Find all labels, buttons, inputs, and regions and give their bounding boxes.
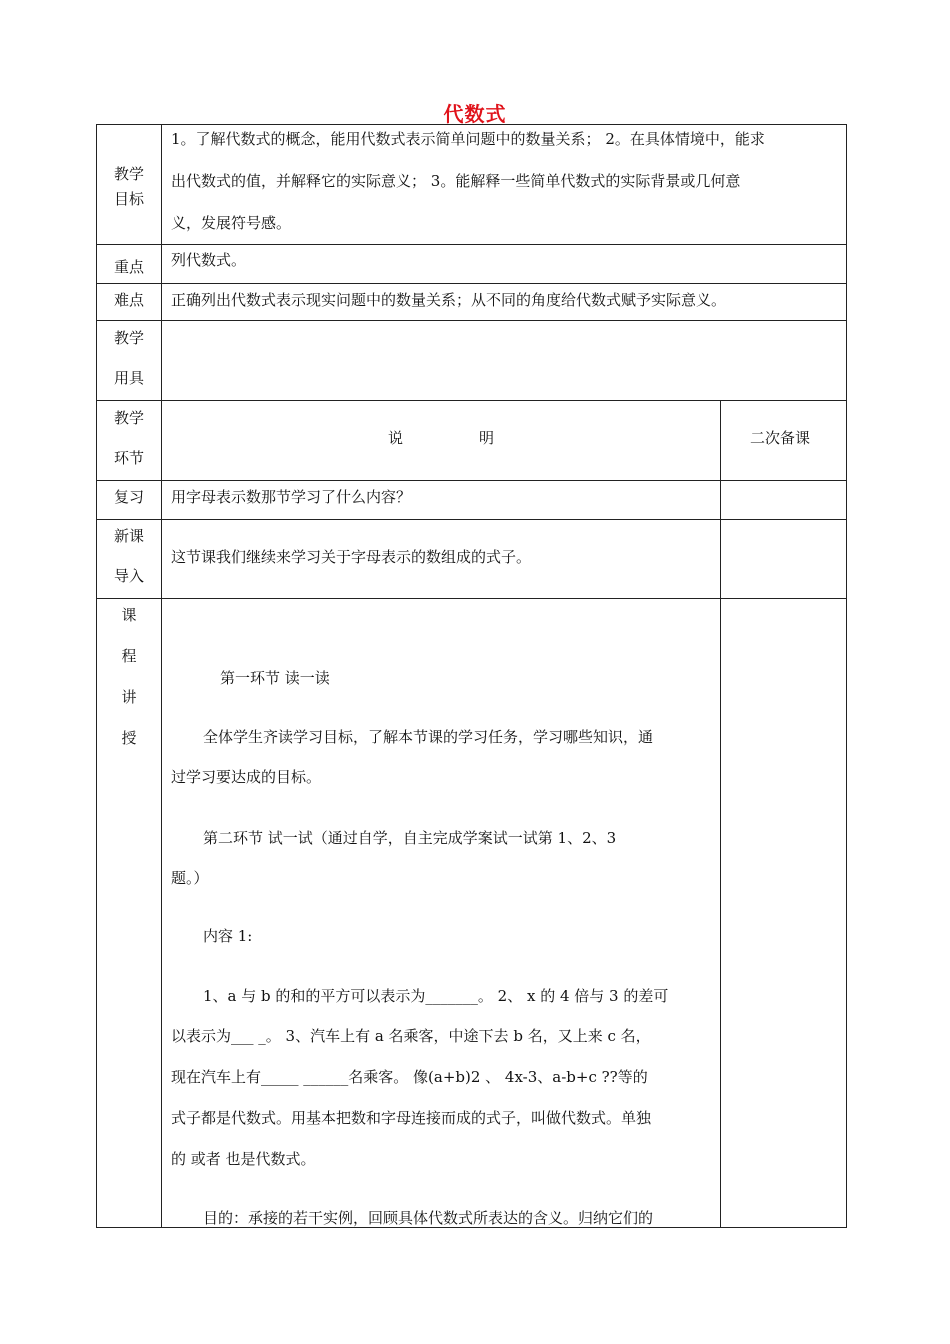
content-line4: 式子都是代数式。用基本把数和字母连接而成的式子，叫做代数式。单独 (171, 1109, 652, 1127)
description-header-char1: 说 (388, 429, 404, 447)
tools-label-line1: 教学 (113, 329, 144, 347)
goal-text-line1: 1。了解代数式的概念，能用代数式表示简单问题中的数量关系； 2。在具体情境中，能求 (171, 130, 765, 148)
description-header-char2: 明 (479, 429, 495, 447)
table-border-top (96, 124, 846, 125)
intro-label-line1: 新课 (113, 527, 144, 545)
goal-label-line1: 教学 (113, 165, 144, 183)
step1-title: 第一环节 读一读 (220, 669, 330, 687)
section-label-line1: 教学 (113, 409, 144, 427)
step1-line2: 过学习要达成的目标。 (171, 768, 322, 786)
table-row-divider (96, 320, 846, 321)
content-line2: 以表示为___ _。 3、汽车上有 a 名乘客，中途下去 b 名，又上来 c 名， (171, 1027, 651, 1045)
step1-line1: 全体学生齐读学习目标，了解本节课的学习任务，学习哪些知识，通 (203, 728, 654, 746)
intro-label-line2: 导入 (113, 567, 144, 585)
table-row-divider (96, 480, 846, 481)
section-label-line2: 环节 (113, 449, 144, 467)
intro-text: 这节课我们继续来学习关于字母表示的数组成的式子。 (171, 548, 532, 566)
difficulty-label: 难点 (113, 291, 144, 309)
purpose-line1: 目的：承接的若干实例，回顾具体代数式所表达的含义。归纳它们的 (203, 1209, 654, 1227)
review-label: 复习 (113, 488, 144, 506)
difficulty-text: 正确列出代数式表示现实问题中的数量关系；从不同的角度给代数式赋予实际意义。 (171, 291, 727, 309)
goal-text-line2: 出代数式的值，并解释它的实际意义； 3。能解释一些简单代数式的实际背景或几何意 (171, 172, 741, 190)
step2-line2: 题。） (171, 869, 209, 887)
goal-label-line2: 目标 (113, 190, 144, 208)
second-prep-header: 二次备课 (750, 429, 811, 447)
content-line5: 的 或者 也是代数式。 (171, 1150, 316, 1168)
table-row-divider (96, 598, 846, 599)
table-row-divider (96, 283, 846, 284)
content-line3: 现在汽车上有_____ ______名乘客。 像(a+b)2 、 4x-3、a-b+c ??等的 (171, 1068, 648, 1086)
table-row-divider (96, 244, 846, 245)
lecture-label-char3: 讲 (121, 688, 137, 706)
table-border-right (846, 124, 847, 1228)
content-line1: 1、a 与 b 的和的平方可以表示为_______。 2、 x 的 4 倍与 3 的差可 (203, 987, 669, 1005)
goal-text-line3: 义，发展符号感。 (171, 214, 292, 232)
content-label: 内容 1: (203, 927, 253, 945)
lecture-label-char2: 程 (121, 647, 137, 665)
lecture-label-char1: 课 (121, 606, 137, 624)
lecture-label-char4: 授 (121, 729, 137, 747)
table-row-divider (96, 519, 846, 520)
table-label-column-divider (161, 124, 162, 1228)
page-title: 代数式 (443, 102, 507, 126)
key-point-label: 重点 (113, 258, 144, 276)
table-remarks-column-divider (720, 400, 721, 1228)
step2-line1: 第二环节 试一试（通过自学，自主完成学案试一试第 1、2、3 (203, 829, 617, 847)
table-row-divider (96, 400, 846, 401)
key-point-text: 列代数式。 (171, 251, 247, 269)
tools-label-line2: 用具 (113, 369, 144, 387)
review-text: 用字母表示数那节学习了什么内容？ (171, 488, 412, 506)
